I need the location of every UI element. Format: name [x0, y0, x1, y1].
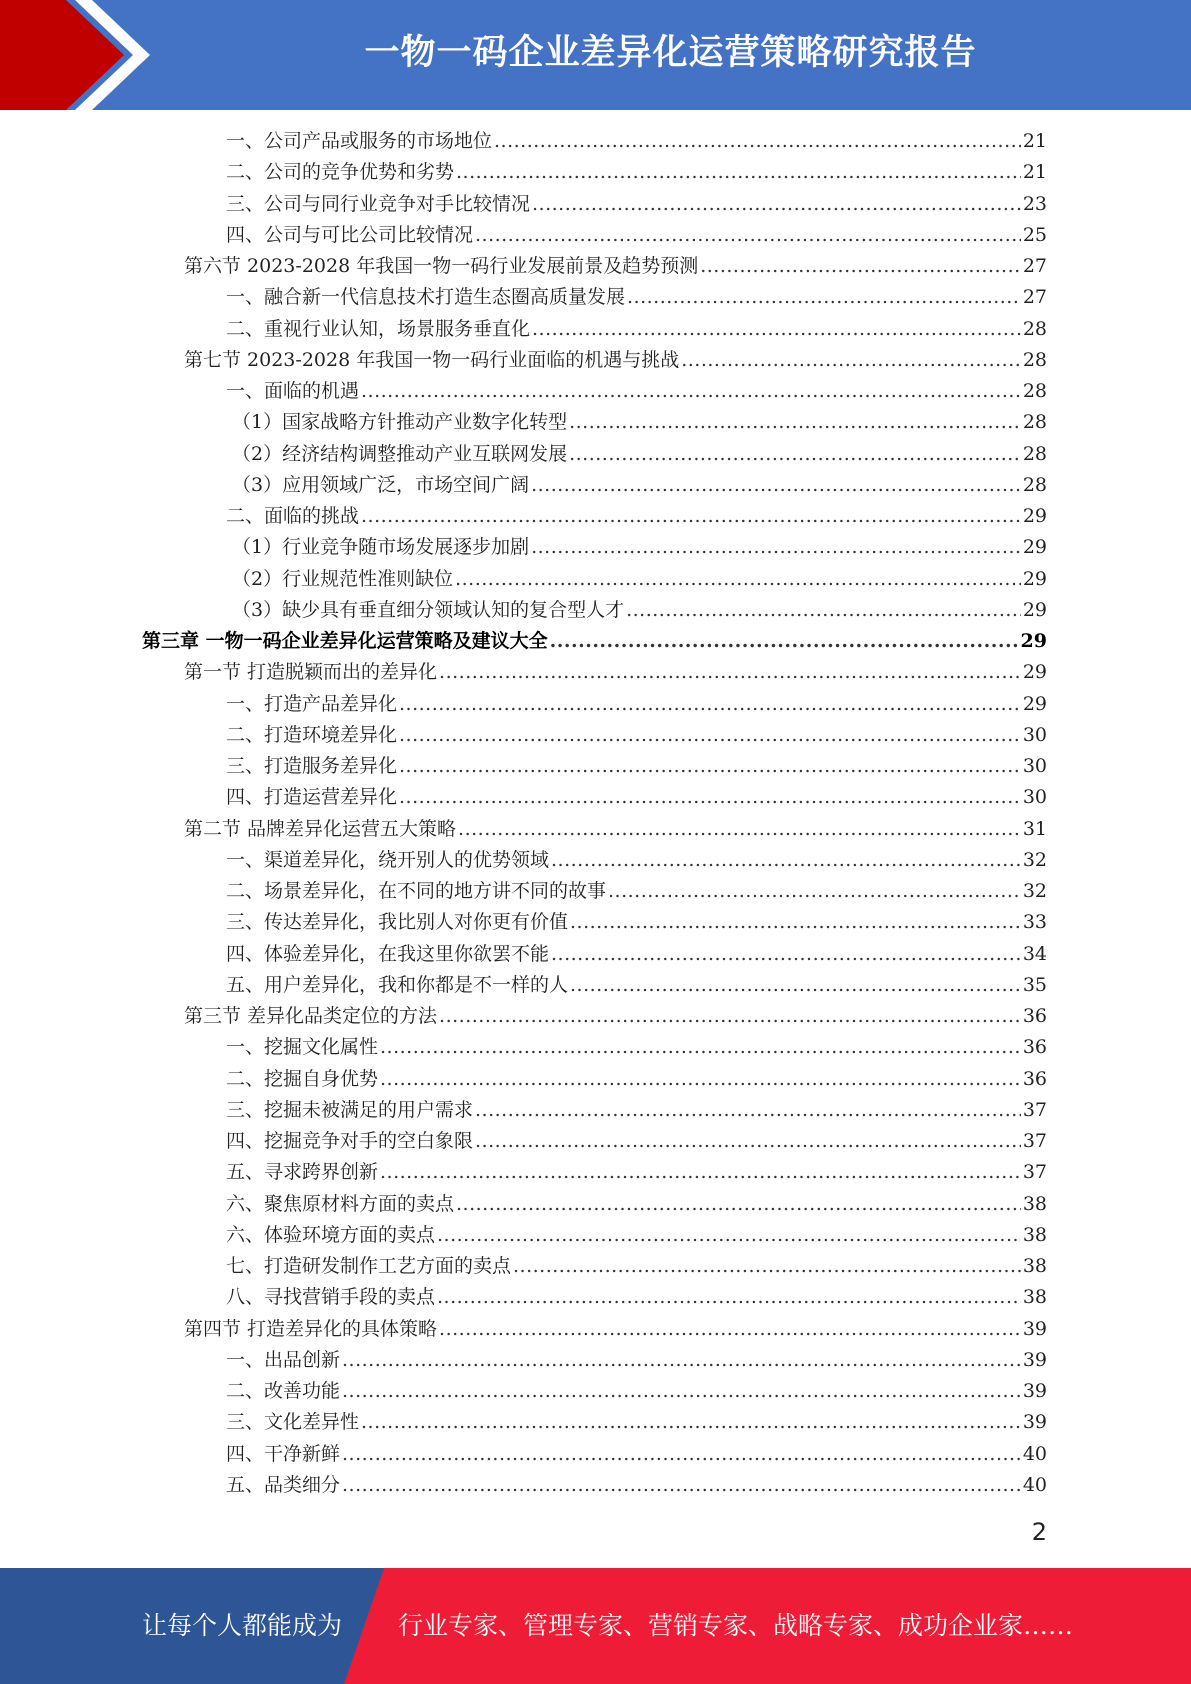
- toc-section-entry[interactable]: [184, 251, 1047, 282]
- toc-item-entry[interactable]: [226, 782, 1047, 813]
- toc-entry-title: 第一节 打造脱颖而出的差异化: [184, 661, 438, 684]
- toc-chapter-entry[interactable]: [142, 626, 1047, 657]
- toc-dot-leader: [494, 126, 1021, 157]
- toc-entry-title: 一、渠道差异化，绕开别人的优势领域: [226, 848, 550, 871]
- toc-dot-leader: [439, 657, 1021, 688]
- toc-dot-leader: [399, 720, 1021, 751]
- toc-dot-leader: [380, 1064, 1021, 1095]
- toc-page-number: 38: [1022, 1255, 1047, 1277]
- toc-item-entry[interactable]: [232, 470, 1047, 501]
- toc-dot-leader: [399, 782, 1021, 813]
- toc-dot-leader: [380, 1157, 1021, 1188]
- toc-item-entry[interactable]: [226, 689, 1047, 720]
- toc-dot-leader: [380, 1032, 1021, 1063]
- toc-entry-title: 七、打造研发制作工艺方面的卖点: [226, 1255, 512, 1277]
- toc-entry-title: 三、文化差异性: [226, 1411, 360, 1434]
- toc-entry-title: （3）应用领域广泛，市场空间广阔: [232, 473, 530, 496]
- page-header: [0, 0, 1191, 110]
- toc-item-entry[interactable]: [226, 1345, 1047, 1376]
- toc-entry-title: 四、体验差异化，在我这里你欲罢不能: [226, 942, 550, 965]
- toc-dot-leader: [626, 595, 1021, 626]
- toc-item-entry[interactable]: [226, 1157, 1047, 1188]
- toc-item-entry[interactable]: [226, 157, 1047, 188]
- toc-item-entry[interactable]: [226, 1439, 1047, 1470]
- toc-page-number: 36: [1022, 1067, 1047, 1090]
- toc-page-number: 21: [1022, 161, 1047, 184]
- toc-item-entry[interactable]: [226, 939, 1047, 970]
- toc-item-entry[interactable]: [226, 282, 1047, 313]
- toc-item-entry[interactable]: [226, 376, 1047, 407]
- toc-page-number: 29: [1022, 567, 1047, 590]
- toc-page-number: 28: [1022, 442, 1047, 465]
- toc-dot-leader: [342, 1439, 1021, 1470]
- toc-entry-title: 一、打造产品差异化: [226, 692, 398, 715]
- toc-dot-leader: [437, 1282, 1021, 1313]
- toc-page-number: 34: [1022, 942, 1047, 965]
- toc-page-number: 29: [1022, 661, 1047, 684]
- toc-item-entry[interactable]: [226, 1095, 1047, 1126]
- toc-dot-leader: [455, 564, 1021, 595]
- toc-item-entry[interactable]: [226, 907, 1047, 938]
- page-footer: [0, 1568, 1191, 1684]
- toc-page-number: 32: [1022, 848, 1047, 871]
- toc-entry-title: 一、挖掘文化属性: [226, 1036, 379, 1059]
- toc-entry-title: 二、挖掘自身优势: [226, 1067, 379, 1090]
- toc-entry-title: （3）缺少具有垂直细分领域认知的复合型人才: [232, 598, 625, 621]
- toc-dot-leader: [531, 532, 1021, 563]
- toc-item-entry[interactable]: [232, 595, 1047, 626]
- toc-entry-title: 六、体验环境方面的卖点: [226, 1223, 436, 1246]
- toc-page-number: 39: [1022, 1317, 1047, 1340]
- toc-dot-leader: [513, 1251, 1021, 1282]
- toc-page-number: 29: [1022, 692, 1047, 715]
- toc-page-number: 39: [1022, 1348, 1047, 1371]
- toc-entry-title: 第二节 品牌差异化运营五大策略: [184, 817, 457, 840]
- toc-entry-title: 第三章 一物一码企业差异化运营策略及建议大全: [142, 630, 548, 652]
- toc-entry-title: 一、融合新一代信息技术打造生态圈高质量发展: [226, 286, 626, 309]
- toc-item-entry[interactable]: [226, 501, 1047, 532]
- toc-dot-leader: [570, 907, 1021, 938]
- toc-page-number: 35: [1022, 973, 1047, 996]
- toc-dot-leader: [475, 1095, 1021, 1126]
- toc-dot-leader: [439, 1001, 1021, 1032]
- toc-entry-title: 二、公司的竞争优势和劣势: [226, 161, 455, 184]
- toc-entry-title: 第四节 打造差异化的具体策略: [184, 1317, 438, 1340]
- toc-dot-leader: [532, 189, 1021, 220]
- toc-entry-title: 二、改善功能: [226, 1380, 341, 1402]
- toc-entry-title: 三、公司与同行业竞争对手比较情况: [226, 192, 531, 215]
- toc-item-entry[interactable]: [226, 1251, 1047, 1282]
- toc-entry-title: 二、场景差异化，在不同的地方讲不同的故事: [226, 880, 607, 902]
- toc-dot-leader: [550, 626, 1019, 657]
- toc-page-number: 40: [1022, 1442, 1047, 1465]
- toc-page-number: 36: [1022, 1005, 1047, 1027]
- toc-entry-title: 第三节 差异化品类定位的方法: [184, 1005, 438, 1027]
- toc-item-entry[interactable]: [226, 220, 1047, 251]
- toc-page-number: 38: [1022, 1223, 1047, 1246]
- toc-entry-title: 四、干净新鲜: [226, 1442, 341, 1465]
- toc-dot-leader: [458, 814, 1021, 845]
- page-number: 2: [1031, 1518, 1047, 1546]
- toc-dot-leader: [569, 407, 1021, 438]
- toc-entry-title: 五、品类细分: [226, 1473, 341, 1496]
- toc-page-number: 39: [1022, 1411, 1047, 1434]
- toc-dot-leader: [439, 1314, 1021, 1345]
- toc-item-entry[interactable]: [232, 532, 1047, 563]
- toc-page-number: 29: [1022, 598, 1047, 621]
- toc-item-entry[interactable]: [226, 1189, 1047, 1220]
- toc-item-entry[interactable]: [226, 126, 1047, 157]
- toc-dot-leader: [456, 157, 1021, 188]
- toc-page-number: 40: [1022, 1473, 1047, 1496]
- toc-entry-title: 一、面临的机遇: [226, 380, 360, 402]
- toc-page-number: 30: [1022, 786, 1047, 809]
- toc-entry-title: （2）经济结构调整推动产业互联网发展: [232, 442, 568, 465]
- toc-page-number: 28: [1022, 411, 1047, 434]
- toc-page-number: 23: [1022, 192, 1047, 215]
- toc-page-number: 30: [1022, 755, 1047, 777]
- toc-page-number: 39: [1022, 1380, 1047, 1402]
- toc-item-entry[interactable]: [226, 970, 1047, 1001]
- toc-page-number: 38: [1022, 1192, 1047, 1215]
- toc-dot-leader: [361, 501, 1021, 532]
- toc-entry-title: 三、传达差异化，我比别人对你更有价值: [226, 911, 569, 934]
- toc-dot-leader: [361, 1407, 1021, 1438]
- toc-dot-leader: [342, 1345, 1021, 1376]
- toc-page-number: 29: [1020, 630, 1047, 652]
- toc-dot-leader: [569, 439, 1021, 470]
- toc-entry-title: 四、公司与可比公司比较情况: [226, 223, 474, 246]
- toc-page-number: 29: [1022, 505, 1047, 527]
- toc-entry-title: （1）国家战略方针推动产业数字化转型: [232, 411, 568, 434]
- toc-entry-title: 二、打造环境差异化: [226, 723, 398, 746]
- toc-page-number: 25: [1022, 223, 1047, 246]
- toc-dot-leader: [437, 1220, 1021, 1251]
- toc-section-entry[interactable]: [184, 814, 1047, 845]
- toc-page-number: 32: [1022, 880, 1047, 902]
- toc-page-number: 36: [1022, 1036, 1047, 1059]
- toc-entry-title: （1）行业竞争随市场发展逐步加剧: [232, 536, 530, 559]
- toc-page-number: 21: [1022, 130, 1047, 152]
- toc-item-entry[interactable]: [232, 564, 1047, 595]
- toc-entry-title: 三、打造服务差异化: [226, 755, 398, 777]
- toc-section-entry[interactable]: [184, 1001, 1047, 1032]
- toc-page-number: 30: [1022, 723, 1047, 746]
- toc-entry-title: （2）行业规范性准则缺位: [232, 567, 454, 590]
- toc-section-entry[interactable]: [184, 657, 1047, 688]
- toc-page-number: 27: [1022, 255, 1047, 277]
- toc-dot-leader: [342, 1376, 1021, 1407]
- toc-dot-leader: [342, 1470, 1021, 1501]
- toc-entry-title: 第六节 2023-2028 年我国一物一码行业发展前景及趋势预测: [184, 255, 699, 277]
- toc-entry-title: 五、寻求跨界创新: [226, 1161, 379, 1184]
- toc-page-number: 28: [1022, 380, 1047, 402]
- toc-page-number: 33: [1022, 911, 1047, 934]
- toc-entry-title: 三、挖掘未被满足的用户需求: [226, 1098, 474, 1121]
- toc-item-entry[interactable]: [226, 1282, 1047, 1313]
- toc-dot-leader: [531, 470, 1021, 501]
- toc-item-entry[interactable]: [226, 189, 1047, 220]
- toc-item-entry[interactable]: [226, 1470, 1047, 1501]
- toc-dot-leader: [681, 345, 1021, 376]
- toc-dot-leader: [361, 376, 1021, 407]
- toc-item-entry[interactable]: [226, 1220, 1047, 1251]
- toc-dot-leader: [475, 1126, 1021, 1157]
- toc-entry-title: 一、出品创新: [226, 1348, 341, 1371]
- toc-item-entry[interactable]: [226, 1126, 1047, 1157]
- toc-page-number: 37: [1022, 1161, 1047, 1184]
- toc-dot-leader: [475, 220, 1021, 251]
- toc-dot-leader: [570, 970, 1021, 1001]
- toc-entry-title: 五、用户差异化，我和你都是不一样的人: [226, 973, 569, 996]
- toc-dot-leader: [399, 751, 1021, 782]
- toc-entry-title: 二、面临的挑战: [226, 505, 360, 527]
- toc-page-number: 27: [1022, 286, 1047, 309]
- toc-page-number: 31: [1022, 817, 1047, 840]
- toc-item-entry[interactable]: [226, 1064, 1047, 1095]
- toc-dot-leader: [551, 939, 1021, 970]
- toc-page-number: 29: [1022, 536, 1047, 559]
- toc-dot-leader: [608, 876, 1021, 907]
- toc-entry-title: 一、公司产品或服务的市场地位: [226, 130, 493, 152]
- toc-page-number: 38: [1022, 1286, 1047, 1309]
- toc-item-entry[interactable]: [226, 1407, 1047, 1438]
- toc-dot-leader: [627, 282, 1021, 313]
- toc-dot-leader: [456, 1189, 1021, 1220]
- header-arrow-graphic: [0, 0, 160, 110]
- toc-item-entry[interactable]: [226, 314, 1047, 345]
- toc-item-entry[interactable]: [232, 439, 1047, 470]
- toc-item-entry[interactable]: [226, 876, 1047, 907]
- toc-item-entry[interactable]: [232, 407, 1047, 438]
- footer-slogan-left: 让每个人都能成为: [142, 1611, 343, 1640]
- toc-entry-title: 四、挖掘竞争对手的空白象限: [226, 1130, 474, 1152]
- toc-page-number: 37: [1022, 1130, 1047, 1152]
- footer-slogan-right: 行业专家、管理专家、营销专家、战略专家、成功企业家……: [398, 1611, 1074, 1640]
- toc-entry-title: 第七节 2023-2028 年我国一物一码行业面临的机遇与挑战: [184, 348, 680, 371]
- toc-page-number: 37: [1022, 1098, 1047, 1121]
- toc-item-entry[interactable]: [226, 1032, 1047, 1063]
- toc-item-entry[interactable]: [226, 720, 1047, 751]
- toc-page-number: 28: [1022, 348, 1047, 371]
- toc-item-entry[interactable]: [226, 1376, 1047, 1407]
- toc-dot-leader: [551, 845, 1021, 876]
- toc-item-entry[interactable]: [226, 845, 1047, 876]
- toc-section-entry[interactable]: [184, 1314, 1047, 1345]
- toc-dot-leader: [700, 251, 1021, 282]
- toc-page-number: 28: [1022, 473, 1047, 496]
- report-title: 一物一码企业差异化运营策略研究报告: [364, 33, 977, 73]
- toc-dot-leader: [532, 314, 1021, 345]
- toc-entry-title: 六、聚焦原材料方面的卖点: [226, 1192, 455, 1215]
- toc-dot-leader: [399, 689, 1021, 720]
- toc-page-number: 28: [1022, 317, 1047, 340]
- toc-entry-title: 四、打造运营差异化: [226, 786, 398, 809]
- toc-entry-title: 八、寻找营销手段的卖点: [226, 1286, 436, 1309]
- toc-item-entry[interactable]: [226, 751, 1047, 782]
- toc-section-entry[interactable]: [184, 345, 1047, 376]
- toc-entry-title: 二、重视行业认知，场景服务垂直化: [226, 317, 531, 340]
